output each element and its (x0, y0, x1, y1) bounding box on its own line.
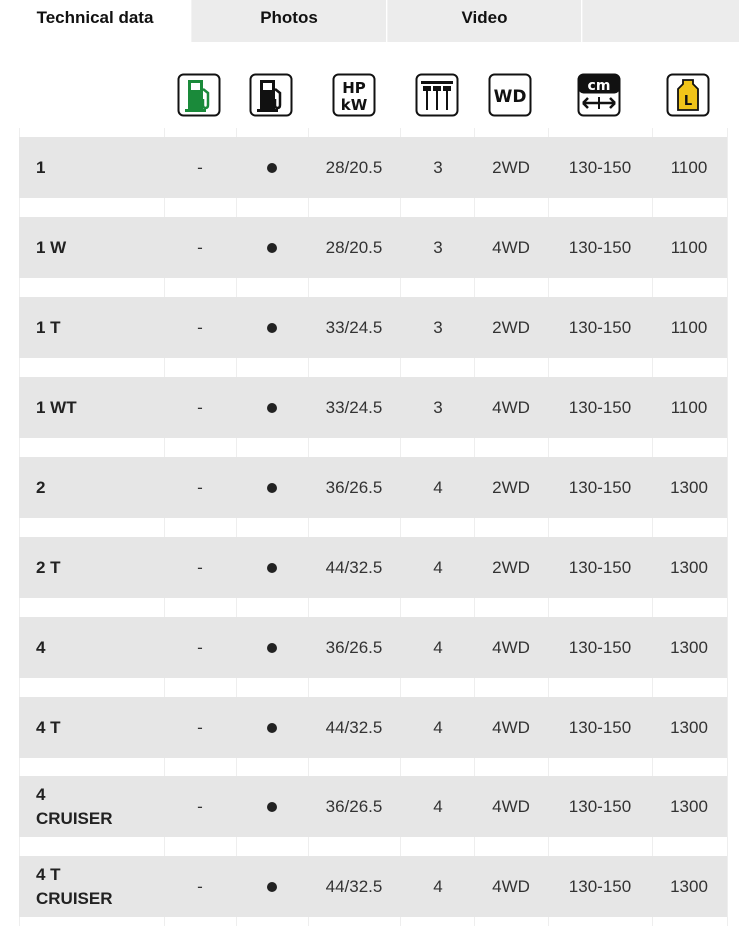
model-name: 4 T (36, 717, 61, 737)
gears-cell: 3 (433, 237, 443, 257)
capacity-cell: 1300 (670, 717, 708, 737)
available-dot-icon (267, 802, 277, 812)
gears-icon (415, 73, 459, 117)
available-dot-icon (267, 403, 277, 413)
petrol-cell: - (197, 157, 203, 177)
capacity-cell: 1300 (670, 876, 708, 896)
petrol-cell: - (197, 637, 203, 657)
power-cell: 36/26.5 (325, 796, 383, 816)
model-name: 2 T (36, 557, 61, 577)
petrol-cell: - (197, 796, 203, 816)
model-name: 1 T (36, 317, 61, 337)
width-cell: 130-150 (568, 397, 632, 417)
power-cell: 44/32.5 (325, 876, 383, 896)
width-cell: 130-150 (568, 477, 632, 497)
model-name: 4 (36, 637, 46, 657)
drive-cell: 4WD (492, 876, 530, 896)
power-cell: 33/24.5 (325, 317, 383, 337)
gears-cell: 3 (433, 157, 443, 177)
available-dot-icon (267, 882, 277, 892)
table-row (19, 217, 727, 278)
available-dot-icon (267, 163, 277, 173)
available-dot-icon (267, 323, 277, 333)
column-guide (727, 128, 728, 926)
diesel-cell (242, 297, 302, 358)
table-row (19, 297, 727, 358)
capacity-cell: 1300 (670, 477, 708, 497)
width-cell: 130-150 (568, 237, 632, 257)
drive-cell: 4WD (492, 637, 530, 657)
diesel-cell (242, 537, 302, 598)
power-cell: 36/26.5 (325, 637, 383, 657)
power-cell: 44/32.5 (325, 717, 383, 737)
capacity-cell: 1300 (670, 796, 708, 816)
petrol-cell: - (197, 876, 203, 896)
tab-photos[interactable]: Photos (191, 0, 386, 42)
width-cell: 130-150 (568, 317, 632, 337)
petrol-cell: - (197, 477, 203, 497)
diesel-cell (242, 617, 302, 678)
diesel-cell (242, 377, 302, 438)
drive-cell: 2WD (492, 157, 530, 177)
gears-cell: 4 (433, 557, 443, 577)
drive-cell: 4WD (492, 796, 530, 816)
capacity-cell: 1100 (670, 157, 708, 177)
power-cell: 36/26.5 (325, 477, 383, 497)
petrol-cell: - (197, 717, 203, 737)
width-cell: 130-150 (568, 157, 632, 177)
diesel-cell (242, 697, 302, 758)
wheel-drive-icon (488, 73, 532, 117)
width-cell: 130-150 (568, 876, 632, 896)
svg-text:WD: WD (493, 87, 527, 107)
table-row (19, 617, 727, 678)
width-cell: 130-150 (568, 717, 632, 737)
table-row (19, 856, 727, 917)
petrol-fuel-icon (177, 73, 221, 117)
tab-video[interactable]: Video (387, 0, 581, 42)
drive-cell: 2WD (492, 317, 530, 337)
table-row (19, 776, 727, 837)
model-name: 1 WT (36, 397, 77, 417)
power-cell: 33/24.5 (325, 397, 383, 417)
available-dot-icon (267, 643, 277, 653)
tab-empty (582, 0, 739, 42)
table-row (19, 457, 727, 518)
petrol-cell: - (197, 317, 203, 337)
width-cell: 130-150 (568, 796, 632, 816)
gears-cell: 4 (433, 637, 443, 657)
model-name: 4 T CRUISER (36, 864, 113, 908)
model-name: 2 (36, 477, 46, 497)
drive-cell: 4WD (492, 397, 530, 417)
table-row (19, 697, 727, 758)
available-dot-icon (267, 563, 277, 573)
petrol-cell: - (197, 237, 203, 257)
gears-cell: 3 (433, 397, 443, 417)
gears-cell: 4 (433, 876, 443, 896)
diesel-fuel-icon (249, 73, 293, 117)
track-width-cm-icon (577, 73, 621, 117)
capacity-cell: 1100 (670, 237, 708, 257)
gears-cell: 4 (433, 796, 443, 816)
petrol-cell: - (197, 557, 203, 577)
table-row (19, 537, 727, 598)
capacity-cell: 1100 (670, 317, 708, 337)
hp-kw-power-icon (332, 73, 376, 117)
drive-cell: 4WD (492, 237, 530, 257)
model-name: 1 (36, 157, 46, 177)
tab-bar (0, 0, 739, 42)
model-name: 4 CRUISER (36, 784, 113, 828)
available-dot-icon (267, 723, 277, 733)
tab-technical-data[interactable]: Technical data (0, 0, 190, 42)
petrol-cell: - (197, 397, 203, 417)
svg-text:L: L (683, 94, 693, 109)
drive-cell: 4WD (492, 717, 530, 737)
gears-cell: 4 (433, 477, 443, 497)
drive-cell: 2WD (492, 477, 530, 497)
diesel-cell (242, 856, 302, 917)
available-dot-icon (267, 483, 277, 493)
power-cell: 44/32.5 (325, 557, 383, 577)
model-name: 1 W (36, 237, 67, 257)
svg-text:kW: kW (340, 96, 368, 114)
drive-cell: 2WD (492, 557, 530, 577)
diesel-cell (242, 776, 302, 837)
table-row (19, 377, 727, 438)
svg-text:cm: cm (587, 78, 611, 94)
capacity-cell: 1100 (670, 397, 708, 417)
diesel-cell (242, 217, 302, 278)
width-cell: 130-150 (568, 637, 632, 657)
gears-cell: 4 (433, 717, 443, 737)
available-dot-icon (267, 243, 277, 253)
width-cell: 130-150 (568, 557, 632, 577)
diesel-cell (242, 457, 302, 518)
power-cell: 28/20.5 (325, 157, 383, 177)
fuel-tank-liters-icon (666, 73, 710, 117)
svg-text:HP: HP (342, 79, 366, 97)
power-cell: 28/20.5 (325, 237, 383, 257)
capacity-cell: 1300 (670, 557, 708, 577)
capacity-cell: 1300 (670, 637, 708, 657)
gears-cell: 3 (433, 317, 443, 337)
diesel-cell (242, 137, 302, 198)
table-row (19, 137, 727, 198)
